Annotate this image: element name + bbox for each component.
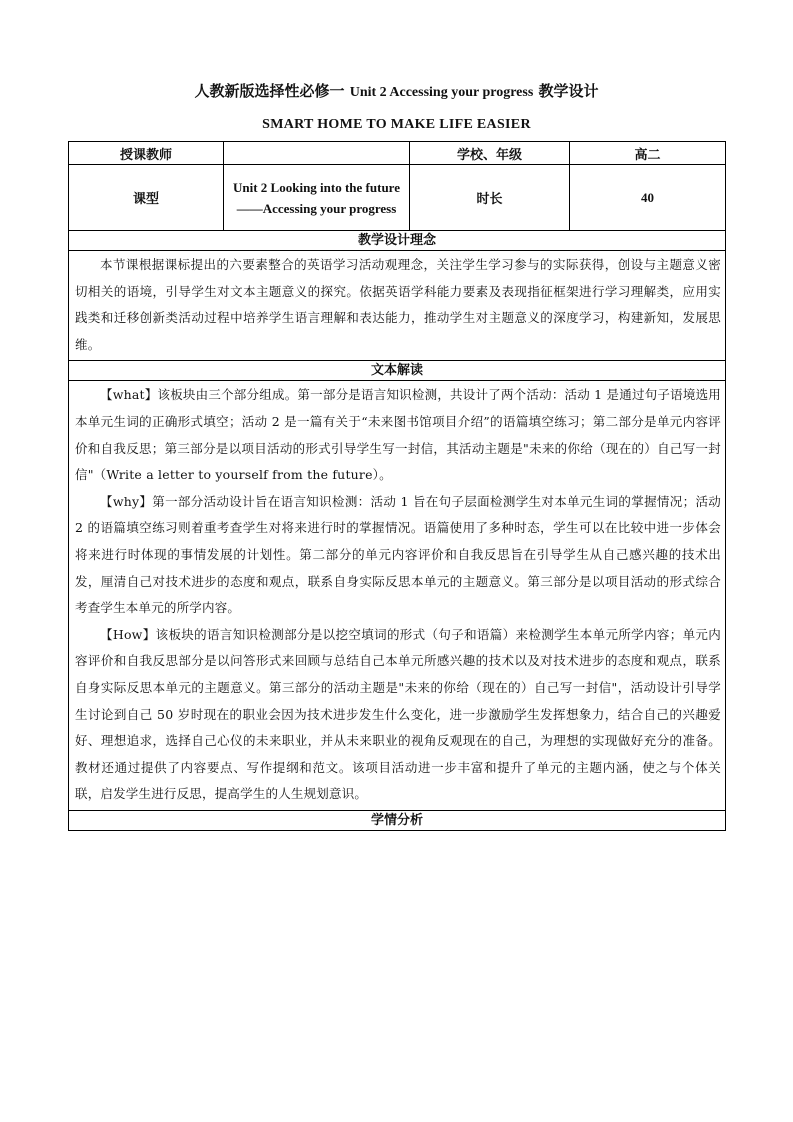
teacher-value xyxy=(224,142,410,165)
document-title xyxy=(0,80,793,104)
why-paragraph: 【why】第一部分活动设计旨在语言知识检测：活动 1 旨在句子层面检测学生对本单元生词的掌握情况；活动 2 的语篇填空练习则着重考查学生对将来进行时的掌握情况。语篇使用了多种时态，学生可以在比较中进一步体会将来进行时体现的事情发展的计划性。第二部分的单元内容评价和自我反思旨在引导学生从自己感兴趣的技术出发，厘清自己对技术进步的态度和观点，联系自身实际反思本单元的主题意义。第三部分是以项目活动的形式综合考查学生本单元的所学内容。 xyxy=(75,493,721,616)
design-concept-paragraph: 本节课根据课标提出的六要素整合的英语学习活动观理念，关注学生学习参与的实际获得，创设与主题意义密切相关的语境，引导学生对文本主题意义的探究。依据英语学科能力要素及表现指征框架进行学习理解类，应用实践类和迁移创新类活动过程中培养学生语言理解和表达能力，推动学生对主题意义的深度学习，构建新知，发展思维。 xyxy=(75,257,721,352)
document-subtitle: SMART HOME TO MAKE LIFE EASIER xyxy=(262,117,531,132)
info-row-1 xyxy=(69,142,726,165)
text-analysis-body xyxy=(69,381,726,811)
learner-analysis-heading-row xyxy=(69,810,726,830)
design-concept-body xyxy=(69,251,726,361)
design-concept-body-row xyxy=(69,251,726,361)
lesson-plan-table xyxy=(68,141,726,831)
text-analysis-body-row xyxy=(69,381,726,811)
duration-label: 时长 xyxy=(410,165,570,231)
teacher-label: 授课教师 xyxy=(69,142,224,165)
title-cn-prefix: 人教新版选择性必修一 xyxy=(194,82,345,100)
title-cn-suffix: 教学设计 xyxy=(538,82,599,100)
school-grade-value: 高二 xyxy=(570,142,726,165)
duration-value: 40 xyxy=(570,165,726,231)
lesson-type-value: Unit 2 Looking into the future ——Accessing your progress xyxy=(224,165,410,231)
title-en: Unit 2 Accessing your progress xyxy=(349,85,534,100)
design-concept-heading: 教学设计理念 xyxy=(69,231,726,251)
learner-analysis-heading: 学情分析 xyxy=(69,810,726,830)
text-analysis-heading-row xyxy=(69,361,726,381)
info-row-2 xyxy=(69,165,726,231)
lesson-type-label: 课型 xyxy=(69,165,224,231)
design-concept-heading-row xyxy=(69,231,726,251)
what-paragraph: 【what】该板块由三个部分组成。第一部分是语言知识检测，共设计了两个活动：活动 1 是通过句子语境选用本单元生词的正确形式填空；活动 2 是一篇有关于“未来图书馆项目介绍”的语篇填空练习；第二部分是单元内容评价和自我反思；第三部分是以项目活动的形式引导学生写一封信，其活动主题是"未来的你给（现在的）自己写一封信"（Write a letter to yourself from the future）。 xyxy=(75,387,721,483)
text-analysis-heading: 文本解读 xyxy=(69,361,726,381)
school-grade-label: 学校、年级 xyxy=(410,142,570,165)
how-paragraph: 【How】该板块的语言知识检测部分是以挖空填词的形式（句子和语篇）来检测学生本单元所学内容；单元内容评价和自我反思部分是以问答形式来回顾与总结自己本单元所感兴趣的技术以及对技术进步的态度和观点，联系自身实际反思本单元的主题意义。第三部分的活动主题是"未来的你给（现在的）自己写一封信"，活动设计引导学生讨论到自己 50 岁时现在的职业会因为技术进步发生什么变化，进一步激励学生发挥想象力，结合自己的兴趣爱好、理想追求，选择自己心仪的未来职业，并从未来职业的视角反观现在的自己，为理想的实现做好充分的准备。教材还通过提供了内容要点、写作提纲和范文。该项目活动进一步丰富和提升了单元的主题内涵，使之与个体关联，启发学生进行反思，提高学生的人生规划意识。 xyxy=(75,626,721,802)
